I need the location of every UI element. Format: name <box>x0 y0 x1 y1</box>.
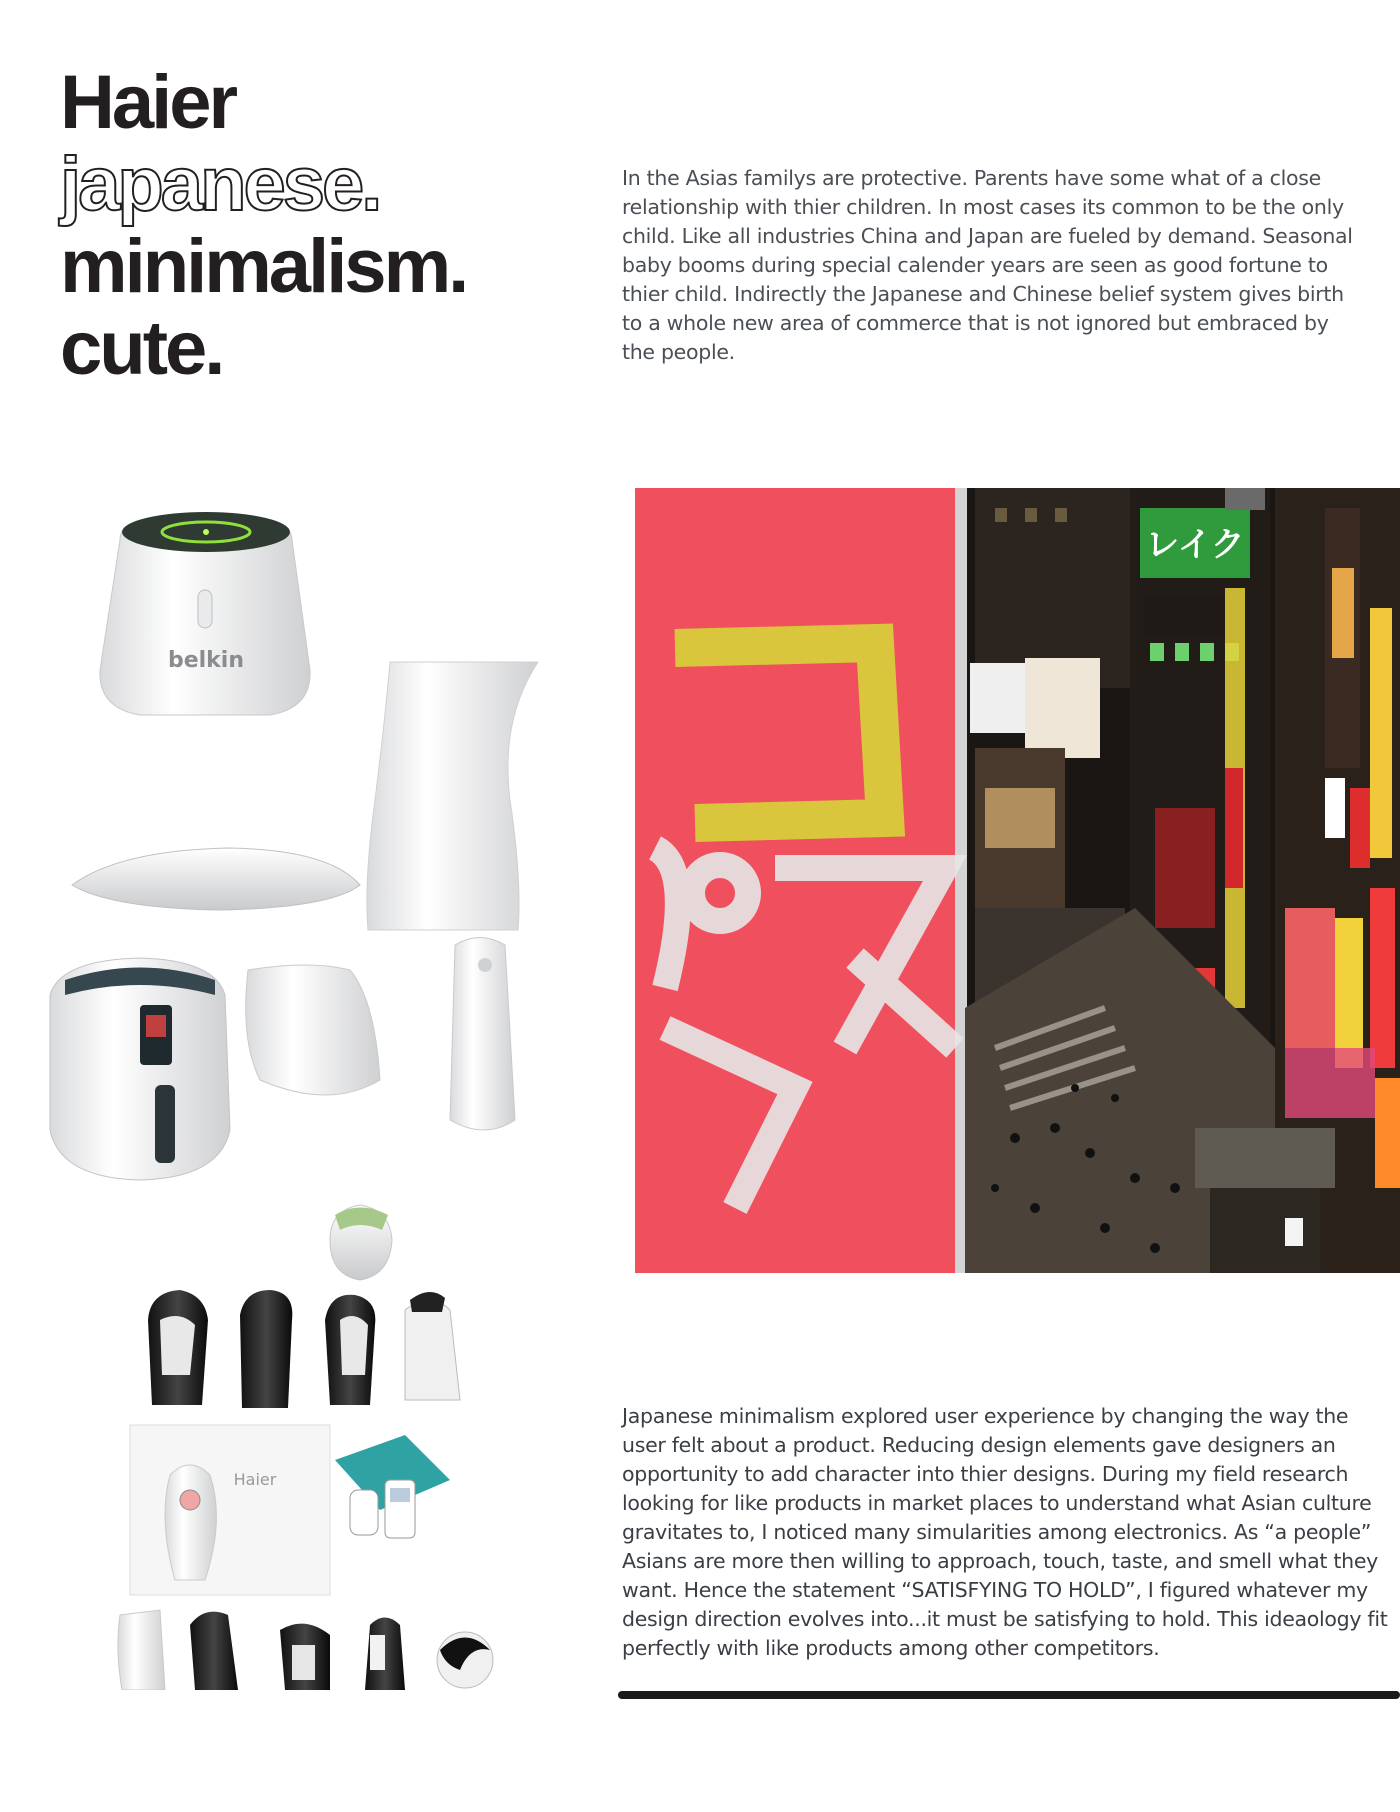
air-freshener <box>450 938 515 1131</box>
baby-monitor-box <box>130 1425 330 1595</box>
penguin-products-row <box>118 1610 493 1690</box>
tulip-night-light <box>330 1205 392 1280</box>
heading-brand: Haier <box>60 60 236 145</box>
sign-katakana-mid: パス <box>785 1000 805 1011</box>
intro-paragraph: In the Asias familys are protective. Parents have some what of a close relationship with thier children. In most cases its common to be the only child. Like all industries China and Japan are fueled by demand. Seasonal baby booms during special calender years are seen as good fortune to thier child. Indirectly the Japanese and Chinese belief system gives birth to a whole new area of commerce that is not ignored but embraced by the people. <box>622 166 1353 364</box>
white-vase <box>367 662 538 930</box>
heading-minimalism: minimalism. <box>60 224 467 309</box>
belkin-monitor <box>100 512 310 715</box>
bottom-rule <box>618 1691 1400 1699</box>
sign-katakana-top: コ <box>755 720 765 731</box>
red-billboard <box>635 488 967 1273</box>
magic-mouse <box>72 848 360 910</box>
wedge-device <box>246 965 380 1095</box>
air-fryer <box>50 958 230 1180</box>
teal-baby-monitor <box>335 1435 450 1538</box>
coffee-machines-row <box>148 1290 460 1408</box>
product-collage <box>30 440 640 1690</box>
tokyo-street-photo <box>635 488 1400 1273</box>
belkin-logo: belkin <box>167 648 245 673</box>
haier-box-logo: Haier <box>233 1470 277 1489</box>
page-heading <box>60 62 466 390</box>
minimalism-paragraph: Japanese minimalism explored user experience by changing the way the user felt about a product. Reducing design elements gave designers an opportunity to add character into thier designs. During my field research looking for like products in market places to understand what Asian culture gravitates to, I noticed many simularities among electronics. As “a people” Asians are more then willing to approach, touch, taste, and smell what they want. Hence the statement “SATISFYING TO HOLD”, I figured whatever my design direction evolves into...it must be satisfying to hold. This ideaology fit perfectly with like products among other competitors. <box>622 1404 1388 1660</box>
heading-japanese: japanese. <box>60 142 380 227</box>
lake-sign: レイク <box>1145 525 1245 565</box>
heading-cute: cute. <box>60 306 223 391</box>
